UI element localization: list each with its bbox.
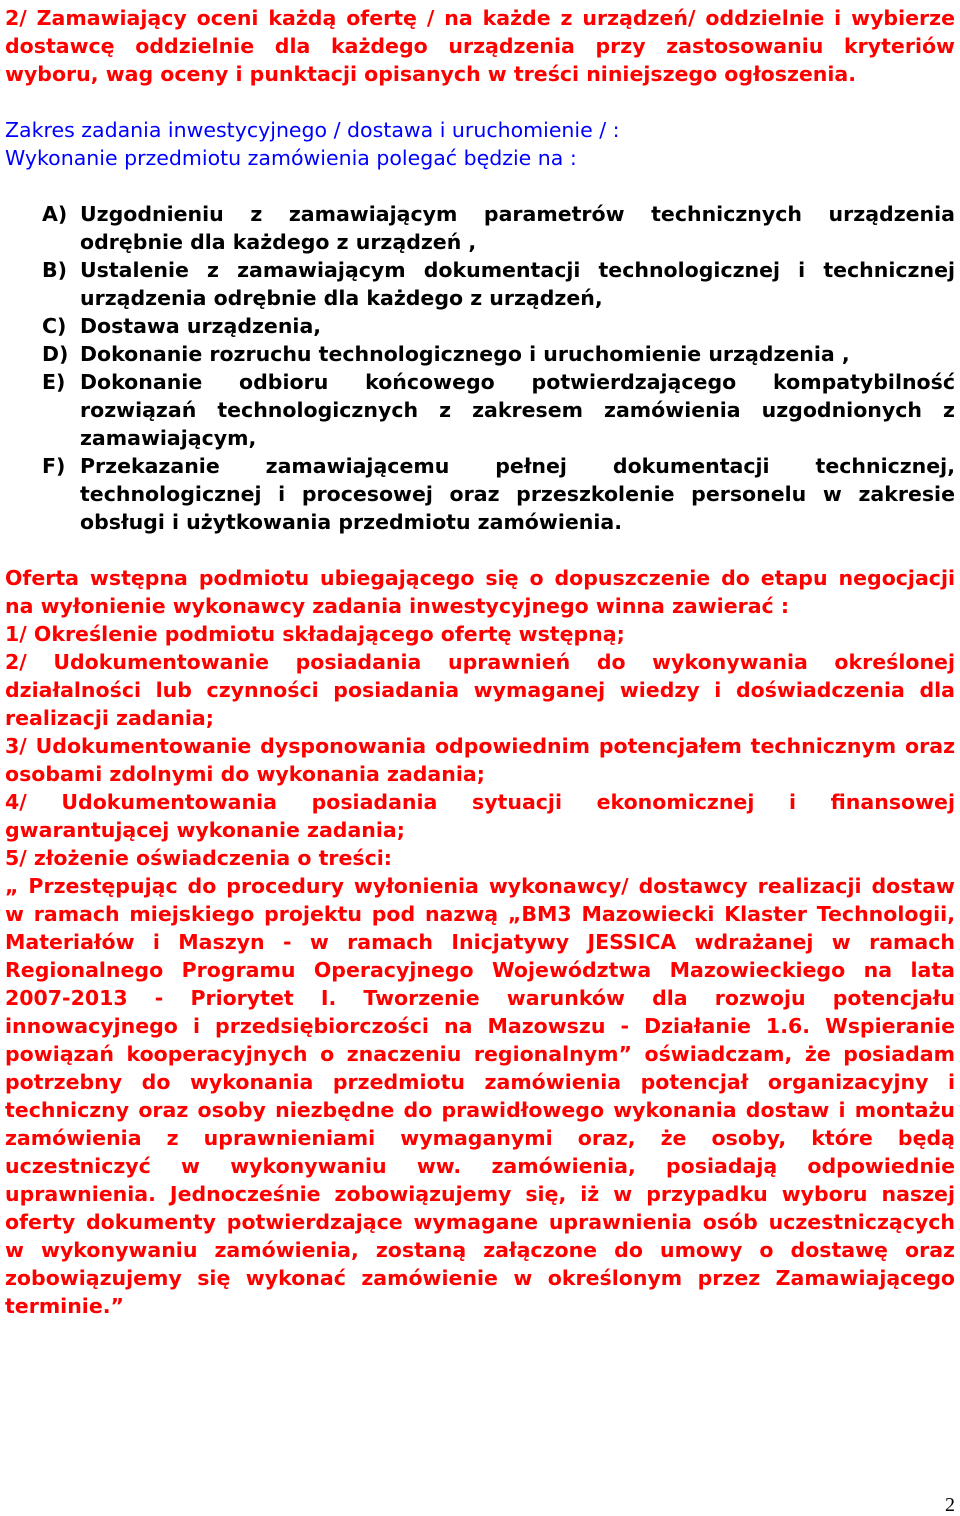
scope-item-text: Uzgodnieniu z zamawiającym parametrów technicznych urządzenia odrębnie dla każdego z urządzeń , <box>80 202 955 254</box>
document-page <box>5 4 955 1320</box>
offer-section <box>5 564 955 1320</box>
offer-item-3: 3/ Udokumentowanie dysponowania odpowiednim potencjałem technicznym oraz osobami zdolnymi do wykonania zadania; <box>5 734 955 786</box>
scope-item-text: Dostawa urządzenia, <box>80 314 322 338</box>
scope-item-text: Ustalenie z zamawiającym dokumentacji technologicznej i technicznej urządzenia odrębnie dla każdego z urządzeń, <box>80 258 955 310</box>
page-number: 2 <box>945 1494 955 1516</box>
scope-item-text: Przekazanie zamawiającemu pełnej dokumentacji technicznej, technologicznej i procesowej oraz przeszkolenie personelu w zakresie obsługi i użytkowania przedmiotu zamówienia. <box>80 454 955 534</box>
scope-item-letter: B) <box>42 258 67 282</box>
offer-item-2: 2/ Udokumentowanie posiadania uprawnień do wykonywania określonej działalności lub czynności posiadania wymaganej wiedzy i doświadczenia dla realizacji zadania; <box>5 650 955 730</box>
scope-item-a <box>5 200 955 256</box>
offer-intro: Oferta wstępna podmiotu ubiegającego się o dopuszczenie do etapu negocjacji na wyłonienie wykonawcy zadania inwestycyjnego winna zawierać : <box>5 566 955 618</box>
evaluation-paragraph: 2/ Zamawiający oceni każdą ofertę / na każde z urządzeń/ oddzielnie i wybierze dostawcę oddzielnie dla każdego urządzenia przy zastosowaniu kryteriów wyboru, wag oceny i punktacji opisanych w treści niniejszego ogłoszenia. <box>5 6 955 86</box>
scope-item-letter: A) <box>42 202 68 226</box>
declaration-text: „ Przestępując do procedury wyłonienia wykonawcy/ dostawcy realizacji dostaw w ramach miejskiego projektu pod nazwą „BM3 Mazowiecki Klaster Technologii, Materiałów i Maszyn - w ramach Inicjatywy JESSICA wdrażanej w ramach Regionalnego Programu Operacyjnego Województwa Mazowieckiego na lata 2007-2013 - Priorytet I. Tworzenie warunków dla rozwoju potencjału innowacyjnego i przedsiębiorczości na Mazowszu - Działanie 1.6. Wspieranie powiązań kooperacyjnych o znaczeniu regionalnym” oświadczam, że posiadam potrzebny do wykonania przedmiotu zamówienia potencjał organizacyjny i techniczny oraz osoby niezbędne do prawidłowego wykonania dostaw i montażu zamówienia z uprawnieniami wymaganymi oraz, że osoby, które będą uczestniczyć w wykonywaniu ww. zamówienia, posiadają odpowiednie uprawnienia. Jednocześnie zobowiązujemy się, iż w przypadku wyboru naszej oferty dokumenty potwierdzające wymagane uprawnienia osób uczestniczących w wykonywaniu zamówienia, zostaną załączone do umowy o dostawę oraz zobowiązujemy się wykonać zamówienie w określonym przez Zamawiającego terminie.” <box>5 874 955 1318</box>
scope-item-letter: E) <box>42 370 66 394</box>
scope-item-text: Dokonanie rozruchu technologicznego i uruchomienie urządzenia , <box>80 342 850 366</box>
offer-item-1: 1/ Określenie podmiotu składającego ofertę wstępną; <box>5 622 625 646</box>
scope-item-b <box>5 256 955 312</box>
scope-item-letter: C) <box>42 314 67 338</box>
scope-item-d <box>5 340 955 368</box>
scope-item-letter: F) <box>42 454 66 478</box>
scope-item-letter: D) <box>42 342 69 366</box>
scope-subtitle: Wykonanie przedmiotu zamówienia polegać będzie na : <box>5 146 577 170</box>
offer-item-5: 5/ złożenie oświadczenia o treści: <box>5 846 392 870</box>
scope-list <box>5 200 955 536</box>
scope-header <box>5 116 955 172</box>
scope-item-c <box>5 312 955 340</box>
scope-item-e <box>5 368 955 452</box>
scope-item-text: Dokonanie odbioru końcowego potwierdzającego kompatybilność rozwiązań technologicznych z zakresem zamówienia uzgodnionych z zamawiającym, <box>80 370 955 450</box>
scope-title: Zakres zadania inwestycyjnego / dostawa i uruchomienie / : <box>5 118 620 142</box>
offer-item-4: 4/ Udokumentowania posiadania sytuacji ekonomicznej i finansowej gwarantującej wykonanie zadania; <box>5 790 955 842</box>
scope-item-f <box>5 452 955 536</box>
